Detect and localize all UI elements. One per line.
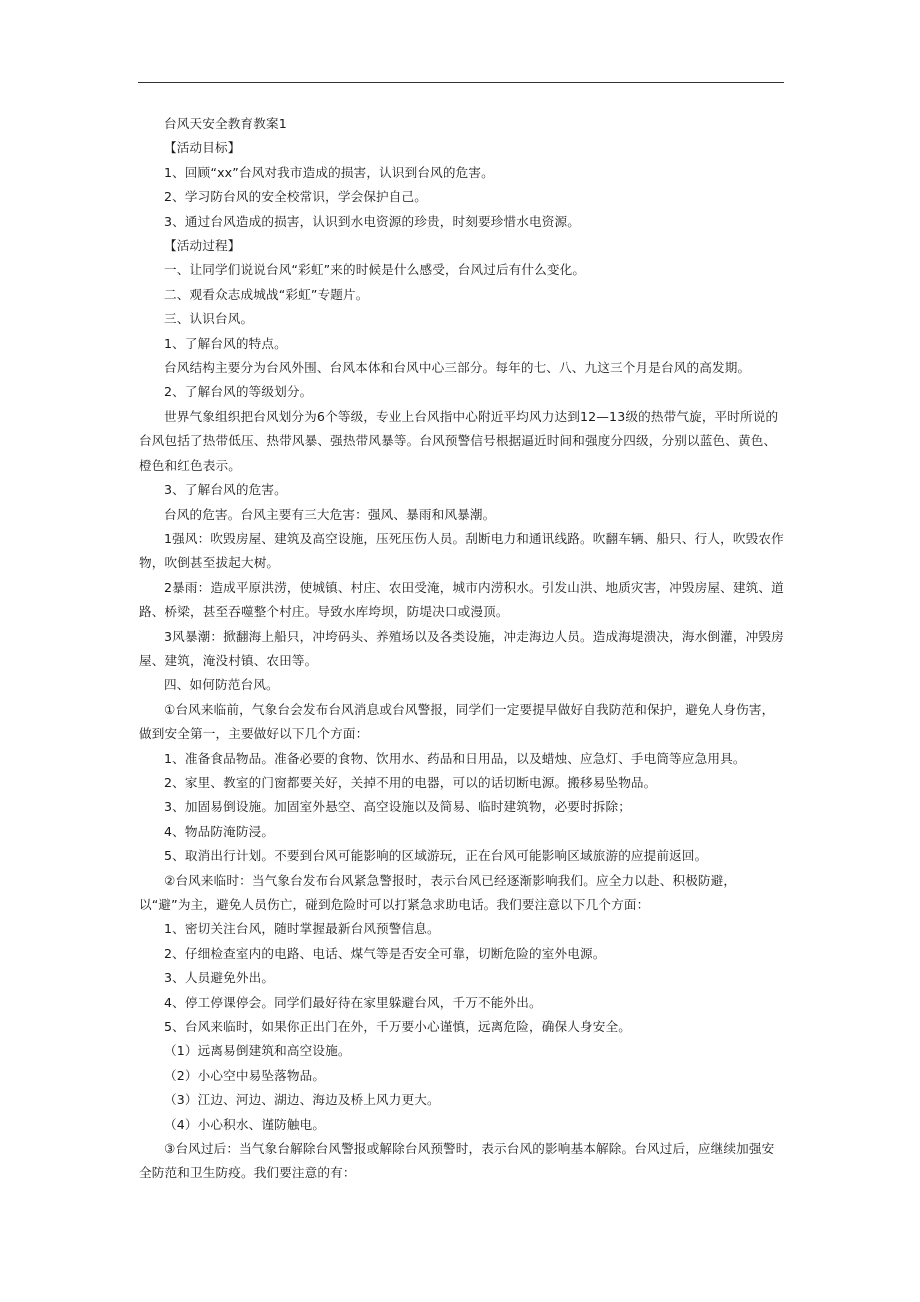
paragraph: 台风的危害。台风主要有三大危害：强风、暴雨和风暴潮。: [164, 506, 496, 522]
paragraph: 2暴雨：造成平原洪涝，使城镇、村庄、农田受淹，城市内涝积水。引发山洪、地质灾害，冲毁房屋、建筑、道路、桥梁，甚至吞噬整个村庄。导致水库垮坝，防堤决口或漫顶。: [139, 579, 784, 620]
paragraph: 3风暴潮：掀翻海上船只，冲垮码头、养殖场以及各类设施，冲走海边人员。造成海堤溃决，海水倒灌，冲毁房屋、建筑，淹没村镇、农田等。: [139, 628, 784, 668]
paragraph: ①台风来临前，气象台会发布台风消息或台风警报，同学们一定要提早做好自我防范和保护，避免人身伤害，做到安全第一，主要做好以下几个方面：: [139, 701, 775, 742]
paragraph: 3、了解台风的危害。: [164, 482, 287, 498]
paragraph: （3）江边、河边、湖边、海边及桥上风力更大。: [164, 1092, 440, 1108]
paragraph: 3、通过台风造成的损害，认识到水电资源的珍贵，时刻要珍惜水电资源。: [164, 213, 580, 229]
section-heading: 【活动目标】: [164, 140, 241, 156]
section-heading: 【活动过程】: [164, 238, 241, 254]
document-body: [139, 112, 787, 1186]
paragraph: 3、人员避免外出。: [164, 970, 275, 986]
paragraph: 四、如何防范台风。: [164, 677, 279, 693]
paragraph: 1、准备食品物品。准备必要的食物、饮用水、药品和日用品，以及蜡烛、应急灯、手电筒等应急用具。: [164, 750, 746, 766]
paragraph: 2、仔细检查室内的电路、电话、煤气等是否安全可靠，切断危险的室外电源。: [164, 945, 606, 961]
paragraph: 1、回顾“xx”台风对我市造成的损害，认识到台风的危害。: [164, 164, 494, 180]
paragraph: 4、物品防淹防浸。: [164, 823, 275, 839]
paragraph: 一、让同学们说说台风“彩虹”来的时候是什么感受，台风过后有什么变化。: [164, 262, 586, 278]
header-rule: [138, 82, 784, 83]
paragraph: （4）小心积水、谨防触电。: [164, 1116, 326, 1132]
paragraph: 三、认识台风。: [164, 311, 254, 327]
paragraph: 2、了解台风的等级划分。: [164, 384, 313, 400]
paragraph: 1强风：吹毁房屋、建筑及高空设施，压死压伤人员。刮断电力和通讯线路。吹翻车辆、船只、行人，吹毁农作物，吹倒甚至拔起大树。: [139, 530, 784, 571]
paragraph: 5、台风来临时，如果你正出门在外，千万要小心谨慎，远离危险，确保人身安全。: [164, 1019, 631, 1035]
paragraph: 二、观看众志成城战“彩虹”专题片。: [164, 286, 369, 302]
paragraph: 1、了解台风的特点。: [164, 335, 287, 351]
paragraph: 台风结构主要分为台风外围、台风本体和台风中心三部分。每年的七、八、九这三个月是台风的高发期。: [164, 360, 751, 376]
paragraph: （2）小心空中易坠落物品。: [164, 1067, 326, 1083]
paragraph: 2、家里、教室的门窗都要关好，关掉不用的电器，可以的话切断电源。搬移易坠物品。: [164, 774, 657, 790]
paragraph: 5、取消出行计划。不要到台风可能影响的区域游玩，正在台风可能影响区域旅游的应提前返回。: [164, 848, 708, 864]
paragraph: ③台风过后：当气象台解除台风警报或解除台风预警时，表示台风的影响基本解除。台风过后，应继续加强安全防范和卫生防疫。我们要注意的有：: [139, 1141, 775, 1181]
paragraph: 世界气象组织把台风划分为6个等级，专业上台风指中心附近平均风力达到12—13级的热带气旋，平时所说的台风包括了热带低压、热带风暴、强热带风暴等。台风预警信号根据逼近时间和强度分四级，分别以蓝色、黄色、橙色和红色表示。: [139, 408, 779, 473]
paragraph: （1）远离易倒建筑和高空设施。: [164, 1043, 351, 1059]
document-title: 台风天安全教育教案1: [164, 116, 287, 131]
paragraph: ②台风来临时：当气象台发布台风紧急警报时，表示台风已经逐渐影响我们。应全力以赴、积极防避，以“避”为主，避免人员伤亡，碰到危险时可以打紧急求助电话。我们要注意以下几个方面：: [139, 872, 737, 912]
paragraph: 1、密切关注台风，随时掌握最新台风预警信息。: [164, 921, 440, 937]
paragraph: 4、停工停课停会。同学们最好待在家里躲避台风，千万不能外出。: [164, 994, 542, 1010]
paragraph: 2、学习防台风的安全校常识，学会保护自己。: [164, 189, 428, 205]
paragraph: 3、加固易倒设施。加固室外悬空、高空设施以及简易、临时建筑物，必要时拆除；: [164, 799, 631, 815]
